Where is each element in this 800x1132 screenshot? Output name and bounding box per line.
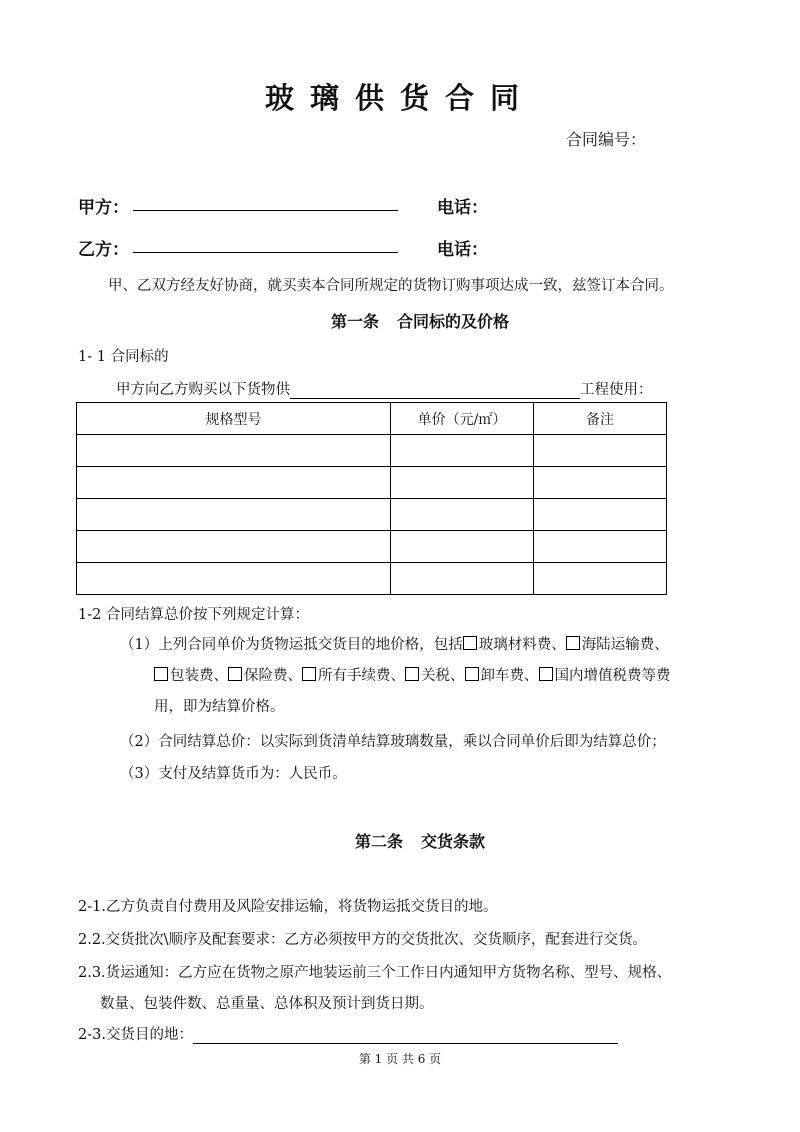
party-a-phone-label: 电话：: [437, 198, 488, 218]
clause-2-1: 2-1.乙方负责自付费用及风险安排运输，将货物运抵交货目的地。: [78, 899, 498, 915]
price-cell[interactable]: [391, 499, 534, 531]
option-unloading: 卸车费: [480, 668, 524, 684]
option-sea-land-transport: 海陆运输费: [581, 637, 655, 653]
checkbox-customs[interactable]: [405, 667, 419, 681]
section-2-title: 交货条款: [421, 832, 486, 851]
remarks-cell[interactable]: [534, 531, 667, 563]
table-header-row: [77, 403, 667, 435]
party-a-name-field[interactable]: [133, 192, 398, 211]
checkbox-unloading[interactable]: [465, 667, 479, 681]
item-1-line-3: 用，即为结算价格。: [154, 699, 285, 715]
option-glass-material: 玻璃材料费: [478, 637, 552, 653]
party-b-name-field[interactable]: [133, 234, 398, 253]
destination-field[interactable]: [193, 1027, 618, 1044]
price-cell[interactable]: [391, 531, 534, 563]
page-footer: 第 1 页 共 6 页: [358, 1052, 442, 1066]
spec-cell[interactable]: [77, 563, 391, 595]
party-a-label: 甲方：: [78, 198, 129, 218]
item-2: （2）合同结算总价：以实际到货清单结算玻璃数量，乘以合同单价后即为结算总价；: [120, 734, 666, 750]
clause-1-1: 1- 1 合同标的: [78, 349, 169, 365]
clause-2-3-line-2: 数量、包装件数、总重量、总体积及预计到货日期。: [100, 996, 434, 1012]
table-row: [77, 499, 667, 531]
table-row: [77, 435, 667, 467]
purchase-prefix: 甲方向乙方购买以下货物供: [116, 382, 290, 398]
section-1-heading: [0, 309, 800, 332]
checkbox-vat[interactable]: [539, 667, 553, 681]
item-1-line-1: （1）上列合同单价为货物运抵交货目的地价格，包括 玻璃材料费、 海陆运输费、: [120, 637, 669, 653]
goods-spec-table: [76, 402, 667, 595]
price-cell[interactable]: [391, 563, 534, 595]
checkbox-sea-land-transport[interactable]: [566, 636, 580, 650]
table-row: [77, 563, 667, 595]
purchase-line: [116, 378, 653, 399]
remarks-cell[interactable]: [534, 499, 667, 531]
spec-cell[interactable]: [77, 499, 391, 531]
section-1-number: 第一条: [330, 312, 379, 331]
project-name-field[interactable]: [290, 382, 580, 399]
section-1-title: 合同标的及价格: [397, 312, 510, 331]
option-all-fees: 所有手续费: [318, 668, 391, 684]
section-2-number: 第二条: [354, 832, 403, 851]
price-cell[interactable]: [391, 467, 534, 499]
checkbox-insurance[interactable]: [228, 667, 242, 681]
party-b-phone-label: 电话：: [437, 240, 488, 260]
checkbox-packaging[interactable]: [154, 667, 168, 681]
clause-2-3-destination: [78, 1023, 618, 1044]
clause-2-3-line-1: 2.3.货运通知：乙方应在货物之原产地装运前三个工作日内通知甲方货物名称、型号、规格、: [78, 965, 672, 981]
header-unit-price: 单价（元/㎡）: [391, 403, 534, 435]
contract-number-label: 合同编号：: [566, 130, 647, 149]
destination-label: 2-3.交货目的地：: [78, 1027, 193, 1043]
option-vat: 国内增值税费: [554, 668, 642, 684]
option-customs: 关税: [421, 668, 450, 684]
purchase-suffix: 工程使用：: [580, 382, 653, 398]
remarks-cell[interactable]: [534, 563, 667, 595]
spec-cell[interactable]: [77, 435, 391, 467]
clause-1-2: 1-2 合同结算总价按下列规定计算：: [78, 607, 309, 623]
item-3: （3）支付及结算货币为：人民币。: [120, 766, 347, 782]
item-1-prefix: （1）上列合同单价为货物运抵交货目的地价格，包括: [120, 637, 463, 653]
remarks-cell[interactable]: [534, 467, 667, 499]
document-title: 玻璃供货合同: [264, 81, 535, 115]
price-cell[interactable]: [391, 435, 534, 467]
header-spec-model: 规格型号: [77, 403, 391, 435]
section-2-heading: [0, 829, 800, 852]
preamble-text: 甲、乙双方经友好协商，就买卖本合同所规定的货物订购事项达成一致，兹签订本合同。: [108, 278, 674, 294]
option-packaging: 包装费: [170, 668, 214, 684]
party-b-label: 乙方：: [78, 240, 129, 260]
table-row: [77, 531, 667, 563]
clause-2-2: 2.2.交货批次\顺序及配套要求：乙方必须按甲方的交货批次、交货顺序，配套进行交货。: [78, 932, 648, 948]
header-remarks: 备注: [534, 403, 667, 435]
spec-cell[interactable]: [77, 467, 391, 499]
checkbox-all-fees[interactable]: [302, 667, 316, 681]
checkbox-glass-material[interactable]: [463, 636, 477, 650]
item-1-line-2: 包装费、 保险费、 所有手续费、 关税、 卸车费、 国内增值税费等费: [154, 664, 671, 685]
option-insurance: 保险费: [244, 668, 288, 684]
remarks-cell[interactable]: [534, 435, 667, 467]
spec-cell[interactable]: [77, 531, 391, 563]
table-row: [77, 467, 667, 499]
